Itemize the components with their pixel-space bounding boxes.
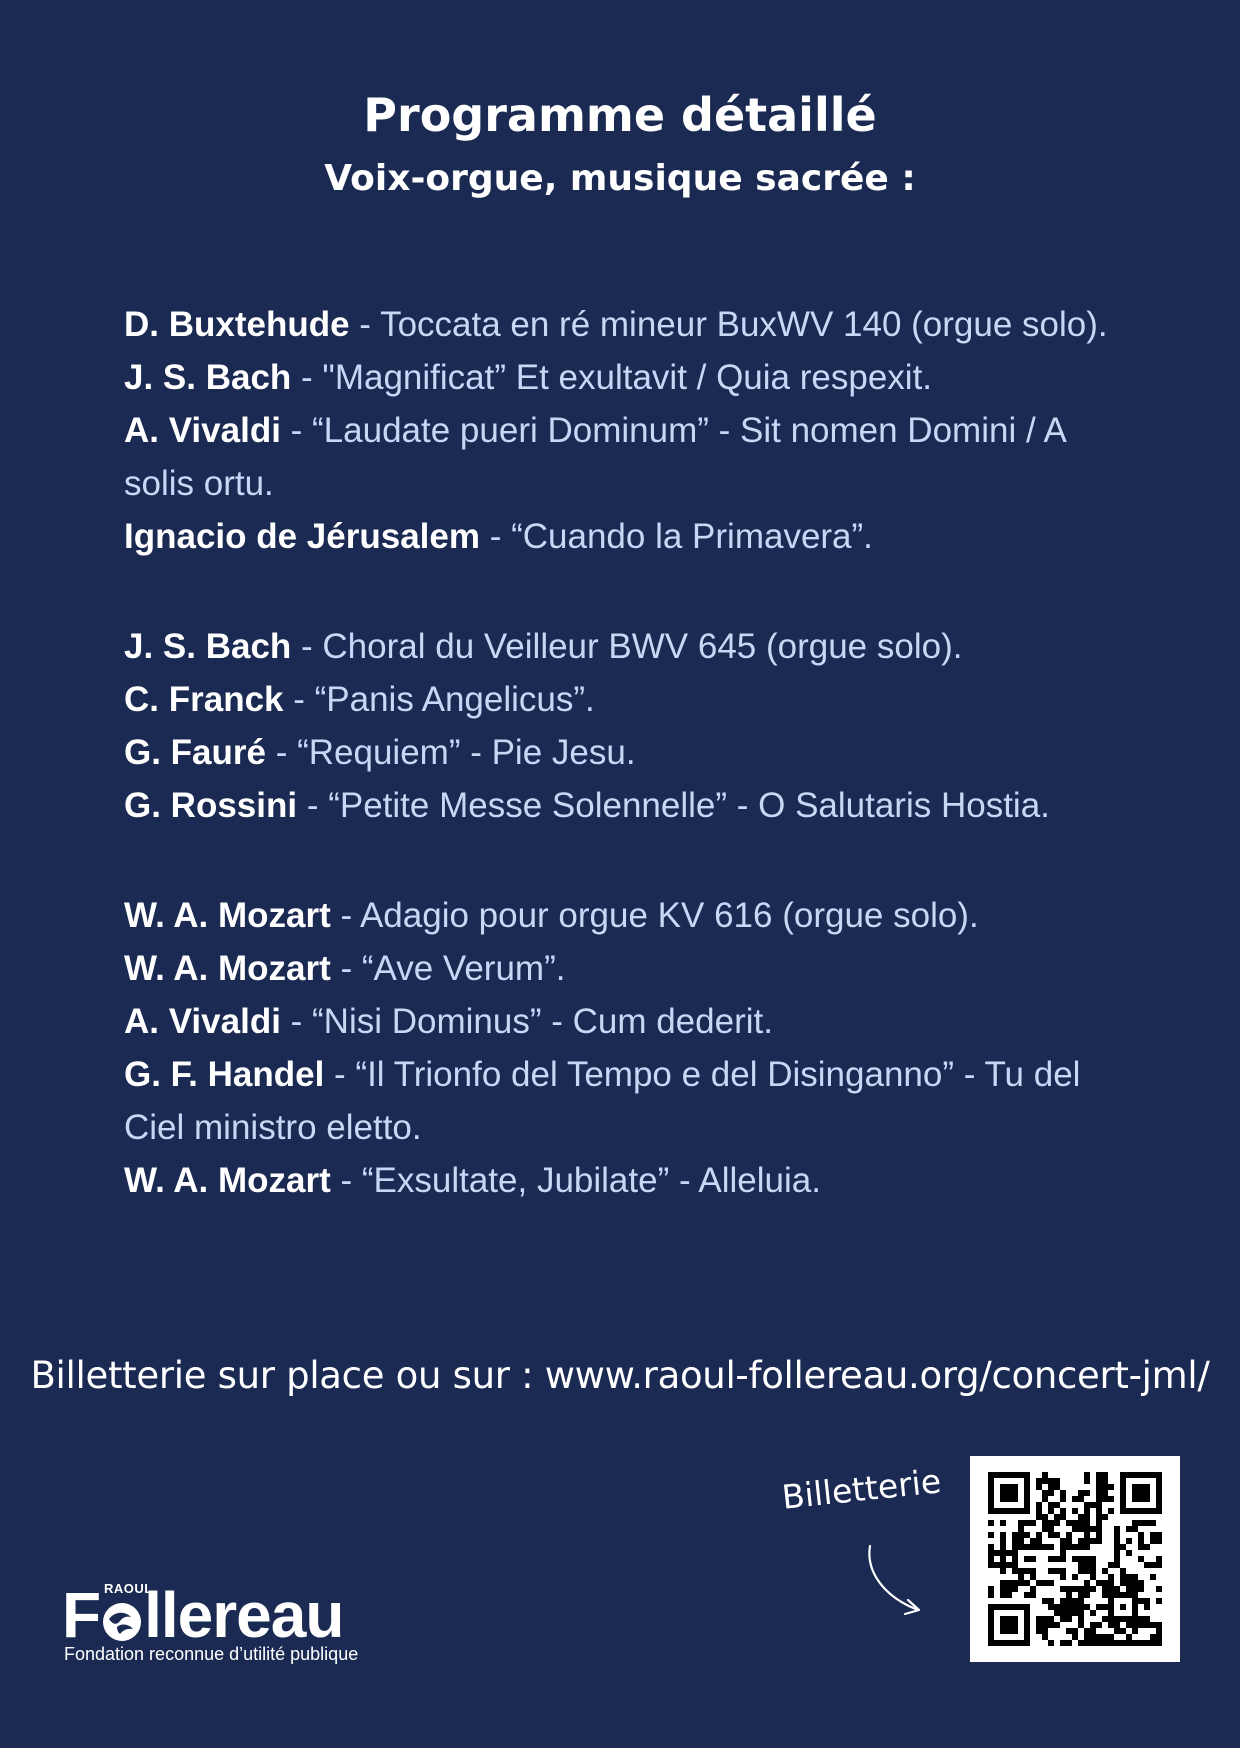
work-title: “Ave Verum”. [361, 949, 566, 988]
work-title: “Laudate pueri Dominum” - Sit nomen Domini / A solis ortu. [124, 411, 1065, 503]
ticketing-text: Billetterie sur place ou sur : [30, 1354, 545, 1397]
program-entry [124, 779, 1124, 832]
program-list [124, 298, 1124, 1207]
program-entry [124, 673, 1124, 726]
logo-letters-rest: llereau [144, 1579, 344, 1651]
program-entry [124, 942, 1124, 995]
page-subtitle: Voix-orgue, musique sacrée : [324, 158, 916, 199]
program-entry [124, 298, 1124, 351]
work-title: “Panis Angelicus”. [314, 680, 595, 719]
composer-name: A. Vivaldi [124, 1002, 281, 1041]
entry-separator: - [265, 733, 298, 772]
entry-separator: - [330, 896, 360, 935]
work-title: Toccata en ré mineur BuxWV 140 (orgue solo). [380, 305, 1108, 344]
composer-name: D. Buxtehude [124, 305, 350, 344]
program-entry [124, 726, 1124, 779]
page-title: Programme détaillé [363, 88, 877, 142]
composer-name: W. A. Mozart [124, 949, 331, 988]
composer-name: Ignacio de Jérusalem [124, 517, 480, 556]
entry-separator: - [291, 627, 323, 666]
entry-separator: - [330, 1161, 362, 1200]
composer-name: G. F. Handel [124, 1055, 325, 1094]
ticketing-link[interactable]: www.raoul-follereau.org/concert-jml/ [544, 1354, 1210, 1397]
entry-separator: - [280, 1002, 313, 1041]
ticketing-qr-code[interactable] [970, 1456, 1180, 1662]
curved-arrow-icon [860, 1540, 930, 1620]
entry-separator: - [291, 358, 323, 397]
entry-separator: - [349, 305, 381, 344]
program-entry [124, 351, 1124, 404]
entry-separator: - [280, 411, 313, 450]
program-entry [124, 1154, 1124, 1207]
work-title: “Petite Messe Solennelle” - O Salutaris Hostia. [328, 786, 1050, 825]
composer-name: W. A. Mozart [124, 1161, 331, 1200]
ticketing-line [0, 1354, 1240, 1397]
composer-name: G. Rossini [124, 786, 298, 825]
work-title: Adagio pour orgue KV 616 (orgue solo). [359, 896, 979, 935]
program-entry [124, 889, 1124, 942]
work-title: Choral du Veilleur BWV 645 (orgue solo). [322, 627, 963, 666]
work-title: “Cuando la Primavera”. [511, 517, 873, 556]
work-title: "Magnificat” Et exultavit / Quia respexit. [322, 358, 933, 397]
entry-separator: - [324, 1055, 356, 1094]
qr-label: Billetterie [780, 1461, 943, 1517]
composer-name: J. S. Bach [124, 358, 292, 397]
group-spacer [124, 563, 1124, 620]
entry-separator: - [330, 949, 362, 988]
follereau-logo [62, 1570, 402, 1670]
work-title: “Requiem” - Pie Jesu. [297, 733, 636, 772]
composer-name: J. S. Bach [124, 627, 292, 666]
composer-name: A. Vivaldi [124, 411, 281, 450]
globe-dove-icon [101, 1597, 143, 1643]
entry-separator: - [283, 680, 315, 719]
logo-letter-f: F [62, 1579, 101, 1651]
work-title: “Exsultate, Jubilate” - Alleluia. [361, 1161, 821, 1200]
program-entry [124, 995, 1124, 1048]
work-title: “Nisi Dominus” - Cum dederit. [312, 1002, 773, 1041]
group-spacer [124, 832, 1124, 889]
program-entry [124, 404, 1124, 510]
logo-tagline: Fondation reconnue d’utilité publique [64, 1644, 359, 1664]
program-entry [124, 1048, 1124, 1154]
composer-name: C. Franck [124, 680, 284, 719]
entry-separator: - [479, 517, 512, 556]
program-entry [124, 510, 1124, 563]
logo-raoul: RAOUL [104, 1581, 153, 1596]
entry-separator: - [297, 786, 329, 825]
program-entry [124, 620, 1124, 673]
qr-code-icon [988, 1472, 1162, 1646]
work-title: “Il Trionfo del Tempo e del Disinganno” - Tu del Ciel ministro eletto. [124, 1055, 1081, 1147]
composer-name: G. Fauré [124, 733, 266, 772]
composer-name: W. A. Mozart [124, 896, 331, 935]
